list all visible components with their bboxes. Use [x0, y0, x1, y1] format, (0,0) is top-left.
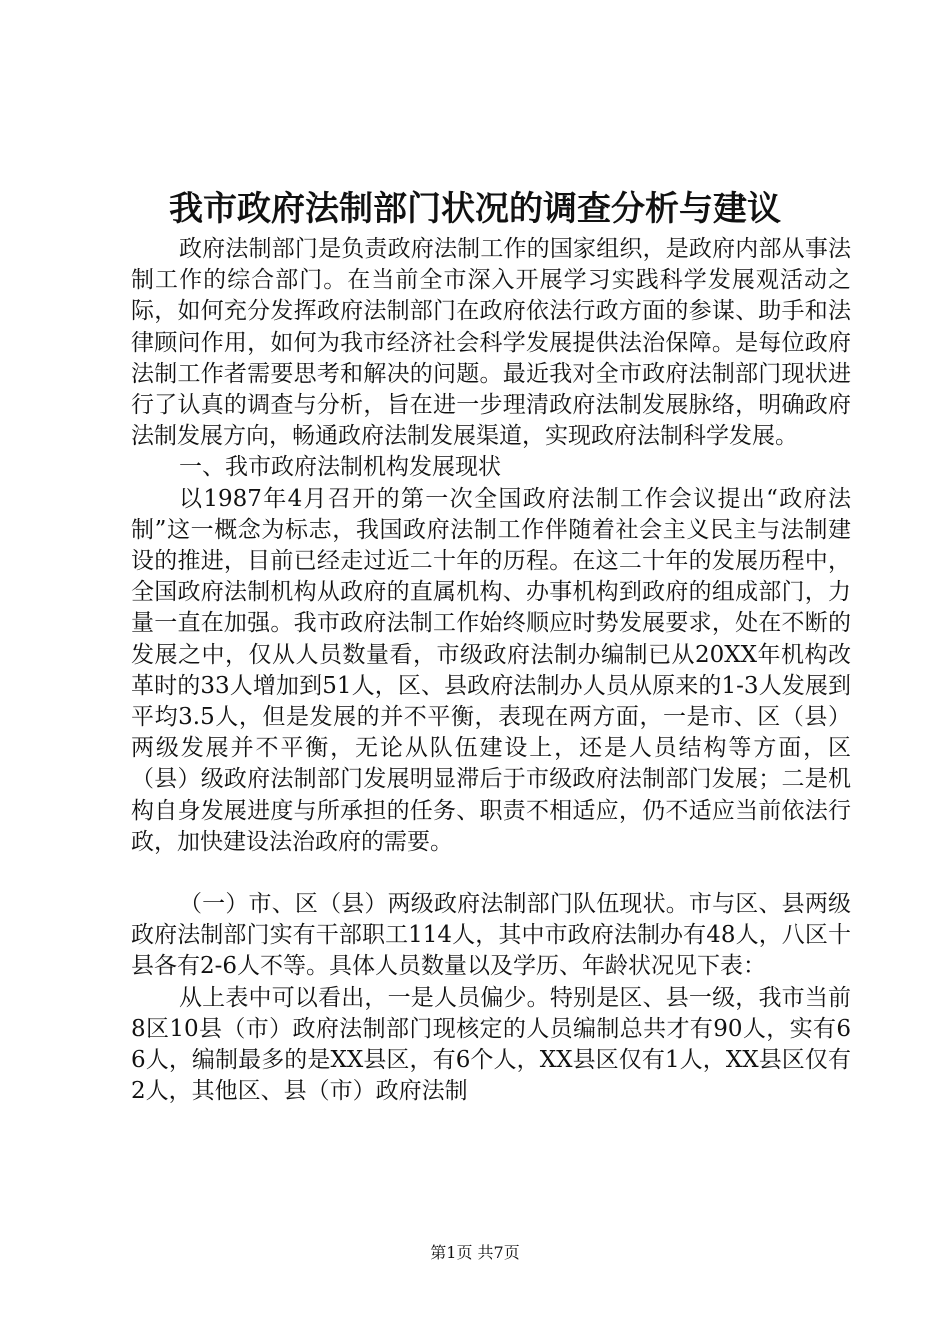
document-body [131, 234, 851, 1107]
section-heading-1: 一、我市政府法制机构发展现状 [179, 454, 501, 481]
paragraph-team-status: （一）市、区（县）两级政府法制部门队伍现状。市与区、县两级政府法制部门实有干部职工114人，其中市政府法制办有48人，八区十县各有2-6人不等。具体人员数量以及学历、年龄状况见下表： [131, 891, 851, 980]
paragraph-history: 以1987年4月召开的第一次全国政府法制工作会议提出“政府法制”这一概念为标志，我国政府法制工作伴随着社会主义民主与法制建设的推进，目前已经走过近二十年的历程。在这二十年的发展历程中，全国政府法制机构从政府的直属机构、办事机构到政府的组成部门，力量一直在加强。我市政府法制工作始终顺应时势发展要求，处在不断的发展之中，仅从人员数量看，市级政府法制办编制已从20XX年机构改革时的33人增加到51人，区、县政府法制办人员从原来的1-3人发展到平均3.5人，但是发展的并不平衡，表现在两方面，一是市、区（县）两级发展并不平衡，无论从队伍建设上，还是人员结构等方面，区（县）级政府法制部门发展明显滞后于市级政府法制部门发展；二是机构自身发展进度与所承担的任务、职责不相适应，仍不适应当前依法行政，加快建设法治政府的需要。 [131, 485, 851, 855]
paragraph-intro: 政府法制部门是负责政府法制工作的国家组织，是政府内部从事法制工作的综合部门。在当前全市深入开展学习实践科学发展观活动之际，如何充分发挥政府法制部门在政府依法行政方面的参谋、助手和法律顾问作用，如何为我市经济社会科学发展提供法治保障。是每位政府法制工作者需要思考和解决的问题。最近我对全市政府法制部门现状进行了认真的调查与分析，旨在进一步理清政府法制发展脉络，明确政府法制发展方向，畅通政府法制发展渠道，实现政府法制科学发展。 [131, 236, 851, 450]
page-title: 我市政府法制部门状况的调查分析与建议 [169, 189, 781, 229]
page-footer: 第1页 共7页 [430, 1243, 520, 1262]
paragraph-analysis: 从上表中可以看出，一是人员偏少。特别是区、县一级，我市当前8区10县（市）政府法制部门现核定的人员编制总共才有90人，实有66人，编制最多的是XX县区，有6个人，XX县区仅有1人，XX县区仅有2人，其他区、县（市）政府法制 [131, 984, 851, 1105]
